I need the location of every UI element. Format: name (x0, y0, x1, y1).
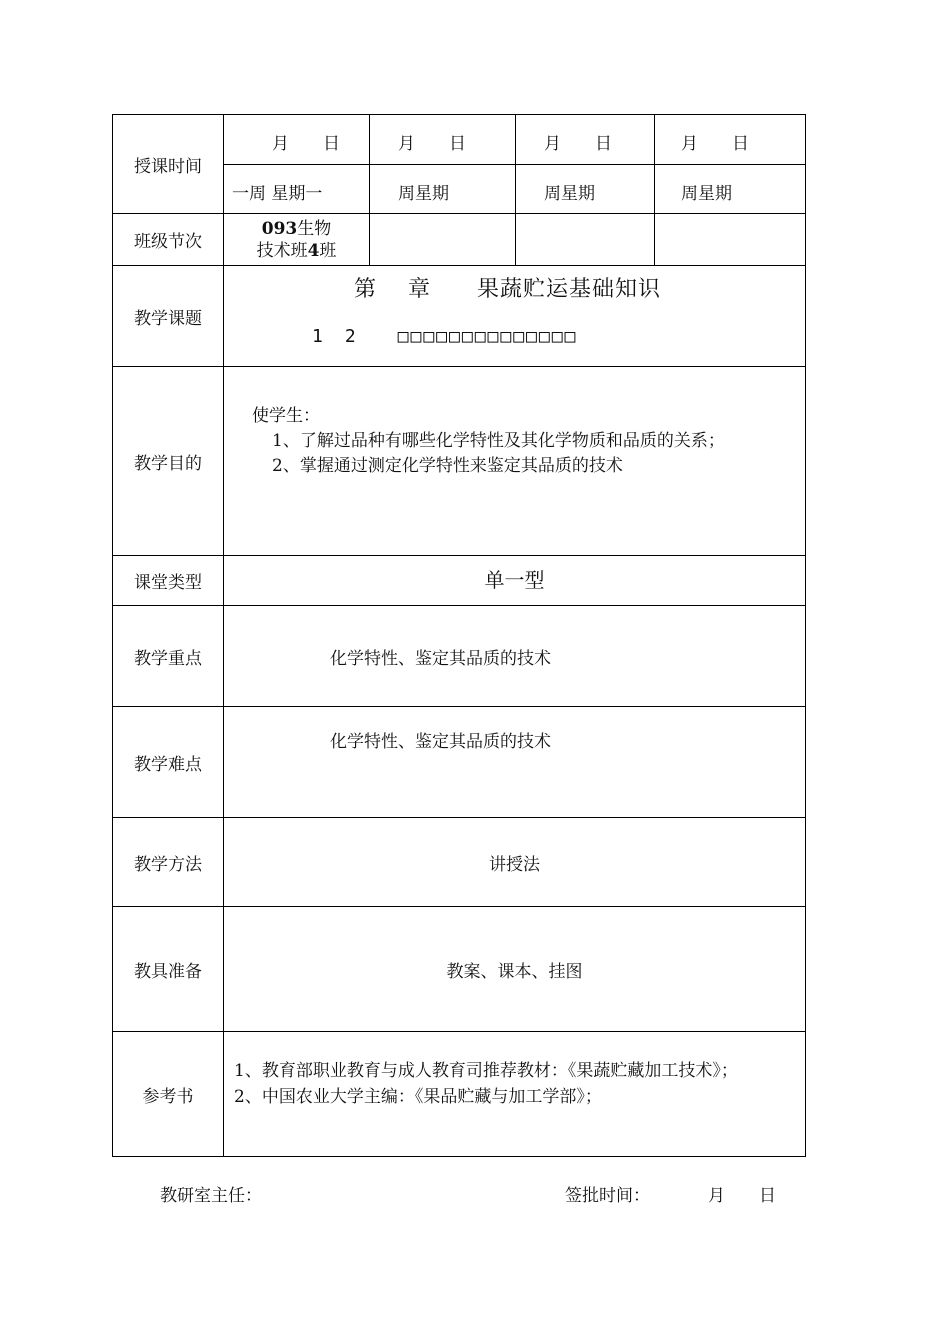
references-row (113, 1032, 806, 1157)
class-row (113, 214, 806, 266)
key-points-cell (224, 606, 806, 707)
class-type-row (113, 556, 806, 606)
topic-title: 第 章 果蔬贮运基础知识 (354, 277, 661, 302)
objective-cell (224, 367, 806, 556)
class-label: 班级节次 (113, 214, 224, 266)
objective-item-1: 1、了解过品种有哪些化学特性及其化学物质和品质的关系； (272, 431, 725, 451)
class-empty-3 (516, 214, 655, 266)
difficulties-label: 教学难点 (113, 707, 224, 818)
topic-row (113, 266, 806, 367)
class-empty-2 (370, 214, 516, 266)
method-value: 讲授法 (224, 818, 806, 907)
key-points-row (113, 606, 806, 707)
class-type-value: 单一型 (224, 556, 806, 606)
references-label: 参考书 (113, 1032, 224, 1157)
reference-item-2: 2、中国农业大学主编：《果品贮藏与加工学部》； (234, 1087, 602, 1107)
method-row (113, 818, 806, 907)
class-empty-4 (655, 214, 806, 266)
approval-time-label: 签批时间： (565, 1186, 650, 1206)
objective-item-2: 2、掌握通过测定化学特性来鉴定其品质的技术 (272, 456, 623, 476)
week-cell-4: 周星期 (655, 165, 806, 214)
date-row (113, 115, 806, 165)
date-cell-3: 月 日 (516, 115, 655, 165)
week-cell-1: 一周 星期一 (224, 165, 370, 214)
director-label: 教研室主任： (160, 1186, 262, 1206)
objective-label: 教学目的 (113, 367, 224, 556)
class-value: 093生物 技术班4班 (224, 214, 370, 266)
date-cell-1: 月 日 (224, 115, 370, 165)
objective-row (113, 367, 806, 556)
difficulties-value: 化学特性、鉴定其品质的技术 (330, 732, 551, 752)
method-label: 教学方法 (113, 818, 224, 907)
difficulties-row (113, 707, 806, 818)
topic-cell (224, 266, 806, 367)
date-cell-4: 月 日 (655, 115, 806, 165)
topic-label: 教学课题 (113, 266, 224, 367)
tools-row (113, 907, 806, 1032)
lesson-plan-table (112, 114, 806, 1157)
class-type-label: 课堂类型 (113, 556, 224, 606)
week-cell-3: 周星期 (516, 165, 655, 214)
date-cell-2: 月 日 (370, 115, 516, 165)
difficulties-cell (224, 707, 806, 818)
reference-item-1: 1、教育部职业教育与成人教育司推荐教材：《果蔬贮藏加工技术》； (234, 1061, 738, 1081)
objective-intro: 使学生： (252, 406, 320, 426)
tools-value: 教案、课本、挂图 (224, 907, 806, 1032)
approval-month-day: 月 日 (708, 1186, 776, 1206)
key-points-label: 教学重点 (113, 606, 224, 707)
references-cell (224, 1032, 806, 1157)
time-label: 授课时间 (113, 115, 224, 214)
key-points-value: 化学特性、鉴定其品质的技术 (330, 649, 551, 669)
week-cell-2: 周星期 (370, 165, 516, 214)
tools-label: 教具准备 (113, 907, 224, 1032)
topic-subtitle: 1 2 □□□□□□□□□□□□□□ (312, 326, 578, 347)
